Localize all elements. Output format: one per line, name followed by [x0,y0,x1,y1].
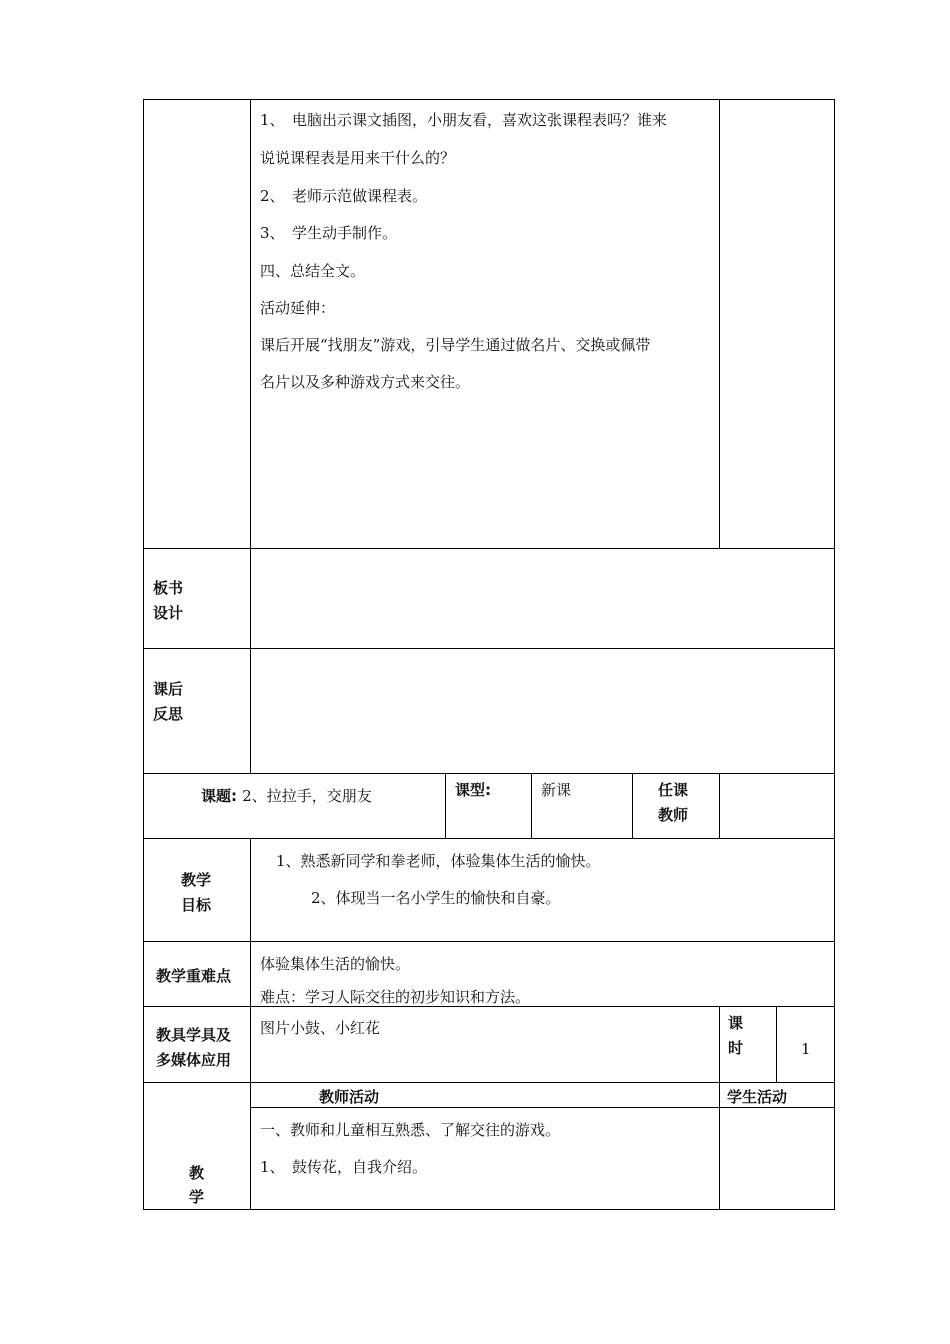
tools-label-line: 教具学具及 [156,1026,232,1044]
process-line: 3、 学生动手制作。 [260,224,398,242]
student-activity-header: 学生活动 [727,1088,788,1106]
type-label: 课型 [455,781,486,799]
process-line: 课后开展“找朋友”游戏，引导学生通过做名片、交换或佩带 [260,336,651,354]
teacher-activity-header: 教师活动 [319,1088,380,1106]
process-line: 一、教师和儿童相互熟悉、了解交往的游戏。 [260,1121,561,1139]
tools-value: 图片小鼓、小红花 [260,1019,381,1037]
type-label-field: 课型: [455,781,492,799]
reflection-label-line: 课后 [153,680,184,698]
periods-label-line: 课 [728,1014,744,1032]
process-line: 1、 鼓传花，自我介绍。 [260,1158,428,1176]
key-points-label: 教学重难点 [156,967,232,985]
periods-label-line: 时 [728,1039,744,1057]
reflection-label-line: 反思 [153,705,184,723]
teacher-label-line: 教师 [658,806,689,824]
process-line: 名片以及多种游戏方式来交往。 [260,373,471,391]
process-line: 四、总结全文。 [260,262,366,280]
process-line: 2、 老师示范做课程表。 [260,187,428,205]
process-label-line: 学 [189,1188,205,1206]
goals-label-line: 教学 [181,871,212,889]
goals-label-line: 目标 [181,896,212,914]
key-point-line: 难点：学习人际交往的初步知识和方法。 [260,988,531,1006]
key-point-line: 体验集体生活的愉快。 [260,955,411,973]
topic-field: 课题: 2、拉拉手，交朋友 [201,787,372,805]
goal-item: 1、熟悉新同学和拳老师，体验集体生活的愉快。 [276,852,601,870]
goal-item: 2、体现当一名小学生的愉快和自豪。 [311,889,561,907]
topic-label: 课题 [201,787,232,805]
process-line: 说说课程表是用来干什么的？ [260,149,456,167]
board-label-line: 板书 [153,579,184,597]
tools-label-line: 多媒体应用 [156,1051,232,1069]
board-label-line: 设计 [153,604,184,622]
topic-value: 2、拉拉手，交朋友 [242,787,372,805]
periods-value: 1 [801,1040,811,1058]
process-line: 1、 电脑出示课文插图，小朋友看，喜欢这张课程表吗？谁来 [260,111,668,129]
type-value: 新课 [541,781,572,799]
process-line: 活动延伸： [260,299,336,317]
teacher-label-line: 任课 [658,781,689,799]
process-label-line: 教 [189,1164,205,1182]
